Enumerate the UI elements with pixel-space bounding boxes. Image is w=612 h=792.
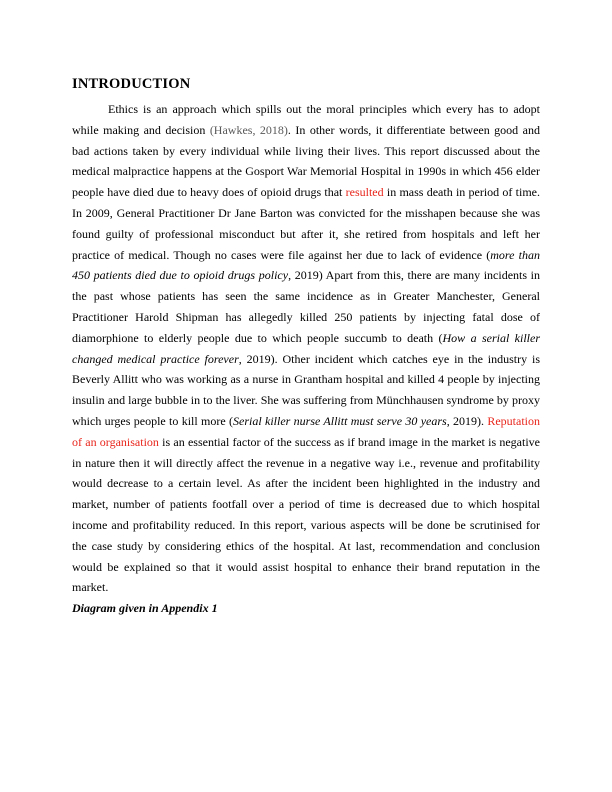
text-segment: Ethics is an approach which spills out the moral principles which every has to adopt while making and decision	[72, 102, 540, 137]
text-segment: . In other words, it differentiate between good and bad actions taken by every individual while living their lives. This report discussed about the medical malpractice happens at the Gosport War Memorial Hospital in 1990s in which 456 elder people have died due to heavy does of opioid drugs that	[72, 122, 540, 200]
highlighted-phrase-reputation: Reputation of an organisation	[72, 413, 540, 449]
appendix-note: Diagram given in Appendix 1	[72, 601, 218, 616]
citation-title-opioid: more than 450 patients died due to opioid drugs policy	[72, 247, 540, 283]
text-segment: , 2019) Apart from this, there are many incidents in the past whose patients has seen the same incidence as in Greater Manchester, General Practitioner Harold Shipman has allegedly killed 250 patients by injecting fatal dose of diamorphione to elderly people due to which people succumb to death (	[72, 268, 540, 345]
highlighted-word-resulted: resulted	[345, 185, 384, 200]
citation-title-allitt: Serial killer nurse Allitt must serve 30 years	[233, 413, 447, 428]
citation-title-serial-killer: How a serial killer changed medical practice forever	[72, 330, 541, 366]
text-segment: is an essential factor of the success as if brand image in the market is negative in nature then it will directly affect the revenue in a negative way i.e., revenue and profitability would decrease to a certain level. As after the incident been highlighted in the industry and market, number of patients footfall over a period of time is decreased due to which hospital income and profitability reduced. In this report, various aspects will be done be scrutinised for the case study by considering ethics of the hospital. At last, recommendation and conclusion would be explained so that it would assist hospital to enhance their brand reputation in the market.	[72, 434, 540, 595]
text-segment: in mass death in period of time. In 2009, General Practitioner Dr Jane Barton was convicted for the misshapen because she was found guilty of professional misconduct but after it, she retired from hospitals and left her practice of medical. Though no cases were file against her due to lack of evidence (	[72, 185, 540, 262]
text-segment: , 2019). Other incident which catches eye in the industry is Beverly Allitt who was working as a nurse in Grantham hospital and killed 4 people by injecting insulin and large bubble in to the liver. She was suffering from Münchhausen syndrome by proxy which urges people to kill more (	[72, 351, 540, 428]
introduction-paragraph	[72, 99, 540, 598]
citation-hawkes: (Hawkes, 2018)	[209, 122, 288, 137]
section-heading: INTRODUCTION	[72, 76, 191, 92]
text-segment: , 2019).	[446, 413, 488, 428]
